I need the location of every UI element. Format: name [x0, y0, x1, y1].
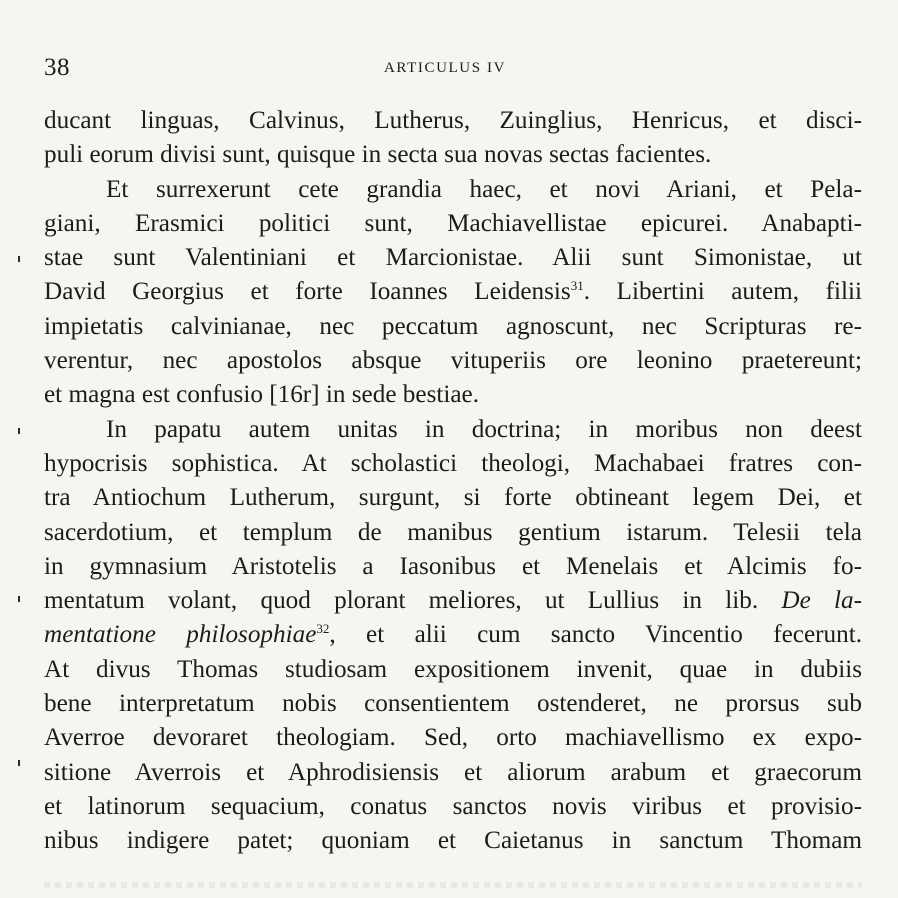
italic-title: De la- [781, 587, 862, 615]
text-line [44, 721, 862, 755]
text-segment: impietatis calvinianae, nec peccatum agnoscunt, nec Scripturas re- [44, 312, 862, 340]
text-line [44, 550, 862, 584]
text-line [44, 653, 862, 687]
text-segment: In papatu autem unitas in doctrina; in moribus non deest [106, 415, 862, 443]
text-segment: , et alii cum sancto Vincentio fecerunt. [329, 621, 862, 649]
text-segment: in gymnasium Aristotelis a Iasonibus et Menelais et Alcimis fo- [44, 552, 862, 580]
text-line [44, 824, 862, 858]
footnote-reference: 32 [316, 621, 330, 637]
margin-mark [18, 256, 20, 262]
next-page-bleed [44, 882, 862, 888]
footnote-reference: 31 [570, 278, 584, 294]
text-segment: verentur, nec apostolos absque vituperiis ore leonino praetereunt; [44, 347, 862, 375]
text-line [44, 138, 862, 172]
text-segment: sitione Averrois et Aphrodisiensis et aliorum arabum et graecorum [44, 758, 862, 786]
text-line [44, 584, 862, 618]
body-text [44, 104, 862, 859]
text-segment: ducant linguas, Calvinus, Lutherus, Zuinglius, Henricus, et disci- [44, 107, 862, 134]
text-line [44, 447, 862, 481]
text-segment: David Georgius et forte Ioannes Leidensis [44, 278, 571, 306]
text-segment: sacerdotium, et templum de manibus gentium istarum. Telesii tela [44, 518, 862, 546]
text-segment: et latinorum sequacium, conatus sanctos novis viribus et provisio- [44, 792, 862, 820]
text-line [44, 516, 862, 550]
text-line [44, 687, 862, 721]
page-header [0, 50, 898, 86]
page-number: 38 [44, 54, 70, 81]
text-line [44, 378, 862, 412]
text-line [44, 207, 862, 241]
text-segment: hypocrisis sophistica. At scholastici theologi, Machabaei fratres con- [44, 449, 862, 477]
margin-mark [18, 428, 20, 434]
margin-mark [18, 760, 20, 766]
text-line [44, 275, 862, 309]
text-line [44, 618, 862, 652]
text-line [44, 756, 862, 790]
text-segment: stae sunt Valentiniani et Marcionistae. Alii sunt Simonistae, ut [44, 244, 862, 272]
text-line [44, 413, 862, 447]
text-line [44, 241, 862, 275]
text-segment: . Libertini autem, filii [583, 278, 862, 306]
text-segment: et magna est confusio [16r] in sede bestiae. [44, 381, 480, 409]
text-segment: nibus indigere patet; quoniam et Caietanus in sanctum Thomam [44, 827, 862, 855]
text-segment: Averroe devoraret theologiam. Sed, orto machiavellismo ex expo- [44, 724, 862, 752]
text-segment: bene interpretatum nobis consentientem ostenderet, ne prorsus sub [44, 690, 862, 718]
text-segment: At divus Thomas studiosam expositionem invenit, quae in dubiis [44, 655, 862, 683]
text-line [44, 310, 862, 344]
text-line [44, 173, 862, 207]
text-line [44, 481, 862, 515]
text-segment: mentatum volant, quod plorant meliores, ut Lullius in lib. [44, 587, 782, 615]
italic-title: mentatione philosophiae [44, 621, 317, 649]
margin-mark [18, 596, 20, 602]
text-segment: Et surrexerunt cete grandia haec, et novi Ariani, et Pela- [106, 175, 862, 203]
text-segment: tra Antiochum Lutherum, surgunt, si forte obtineant legem Dei, et [44, 484, 862, 512]
text-segment: giani, Erasmici politici sunt, Machiavellistae epicurei. Anabapti- [44, 209, 862, 237]
text-line [44, 790, 862, 824]
text-line [44, 344, 862, 378]
text-line [44, 104, 862, 138]
running-head: ARTICULUS IV [384, 60, 507, 76]
text-segment: puli eorum divisi sunt, quisque in secta sua novas sectas facientes. [44, 141, 712, 169]
